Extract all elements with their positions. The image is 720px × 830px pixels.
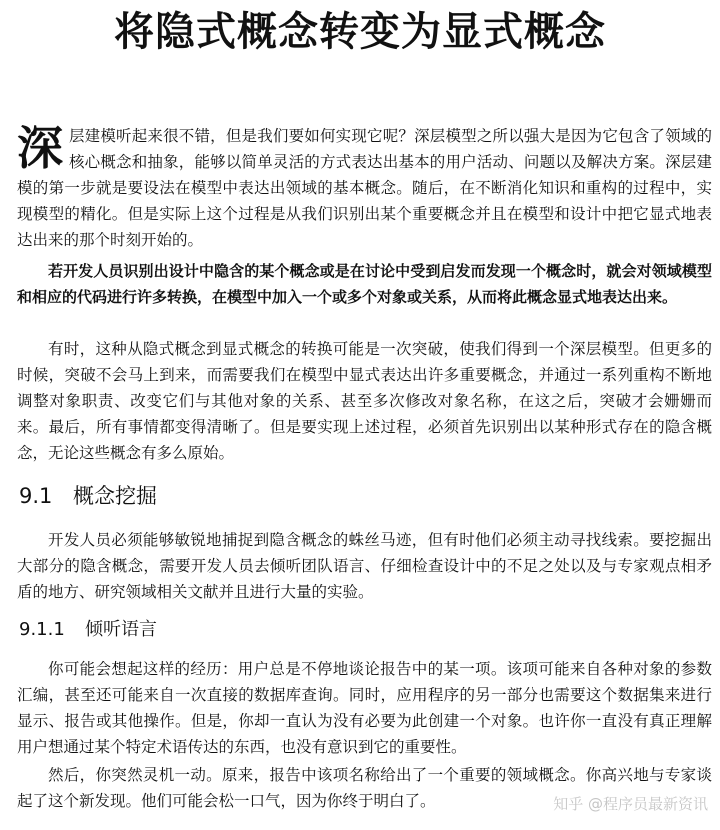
section-heading-9-1-1 <box>19 616 157 644</box>
chapter-title: 将隐式概念转变为显式概念 <box>114 9 606 55</box>
section-heading-9-1 <box>19 481 157 511</box>
drop-cap: 深 <box>17 121 63 175</box>
section-9-1-paragraph: 开发人员必须能够敏锐地捕捉到隐含概念的蛛丝马迹，但有时他们必须主动寻找线索。要挖掘出大部分的隐含概念，需要开发人员去倾听团队语言、仔细检查设计中的不足之处以及与专家观点相矛盾的地方、研究领域相关文献并且进行大量的实验。 <box>17 531 712 601</box>
intro-paragraph-2 <box>17 258 712 310</box>
section-9-1-1-paragraph-1: 你可能会想起这样的经历：用户总是不停地谈论报告中的某一项。该项可能来自各种对象的参数汇编，甚至还可能来自一次直接的数据库查询。同时，应用程序的另一部分也需要这个数据集来进行显示、报告或其他操作。但是，你却一直认为没有必要为此创建一个对象。也许你一直没有真正理解用户想通过某个特定术语传达的东西，也没有意识到它的重要性。 <box>17 660 712 756</box>
subsection-number: 9.1.1 <box>19 619 65 640</box>
intro-paragraph-1-text: 层建模听起来很不错，但是我们要如何实现它呢？深层模型之所以强大是因为它包含了领域的核心概念和抽象，能够以简单灵活的方式表达出基本的用户活动、问题以及解决方案。深层建模的第一步就是要设法在模型中表达出领域的基本概念。随后，在不断消化知识和重构的过程中，实现模型的精化。但是实际上这个过程是从我们识别出某个重要概念并且在模型和设计中把它显式地表达出来的那个时刻开始的。 <box>17 127 712 249</box>
intro-paragraph-2-bold: 若开发人员识别出设计中隐含的某个概念或是在讨论中受到启发而发现一个概念时，就会对领域模型和相应的代码进行许多转换，在模型中加入一个或多个对象或关系，从而将此概念显式地表达出来。 <box>17 262 712 306</box>
watermark: 知乎 @程序员最新资讯 <box>553 795 708 813</box>
intro-paragraph-1 <box>17 123 712 253</box>
section-9-1-1-paragraph-2: 然后，你突然灵机一动。原来，报告中该项名称给出了一个重要的领域概念。你高兴地与专家谈起了这个新发现。他们可能会松一口气，因为你终于明白了。 <box>17 766 712 810</box>
section-title: 概念挖掘 <box>73 484 157 508</box>
intro-paragraph-3: 有时，这种从隐式概念到显式概念的转换可能是一次突破，使我们得到一个深层模型。但更多的时候，突破不会马上到来，而需要我们在模型中显式表达出许多重要概念，并通过一系列重构不断地调整对象职责、改变它们与其他对象的关系、甚至多次修改对象名称，在这之后，突破才会姗姗而来。最后，所有事情都变得清晰了。但是要实现上述过程，必须首先识别出以某种形式存在的隐含概念，无论这些概念有多么原始。 <box>17 340 712 462</box>
subsection-title: 倾听语言 <box>85 619 157 640</box>
section-number: 9.1 <box>19 484 53 508</box>
